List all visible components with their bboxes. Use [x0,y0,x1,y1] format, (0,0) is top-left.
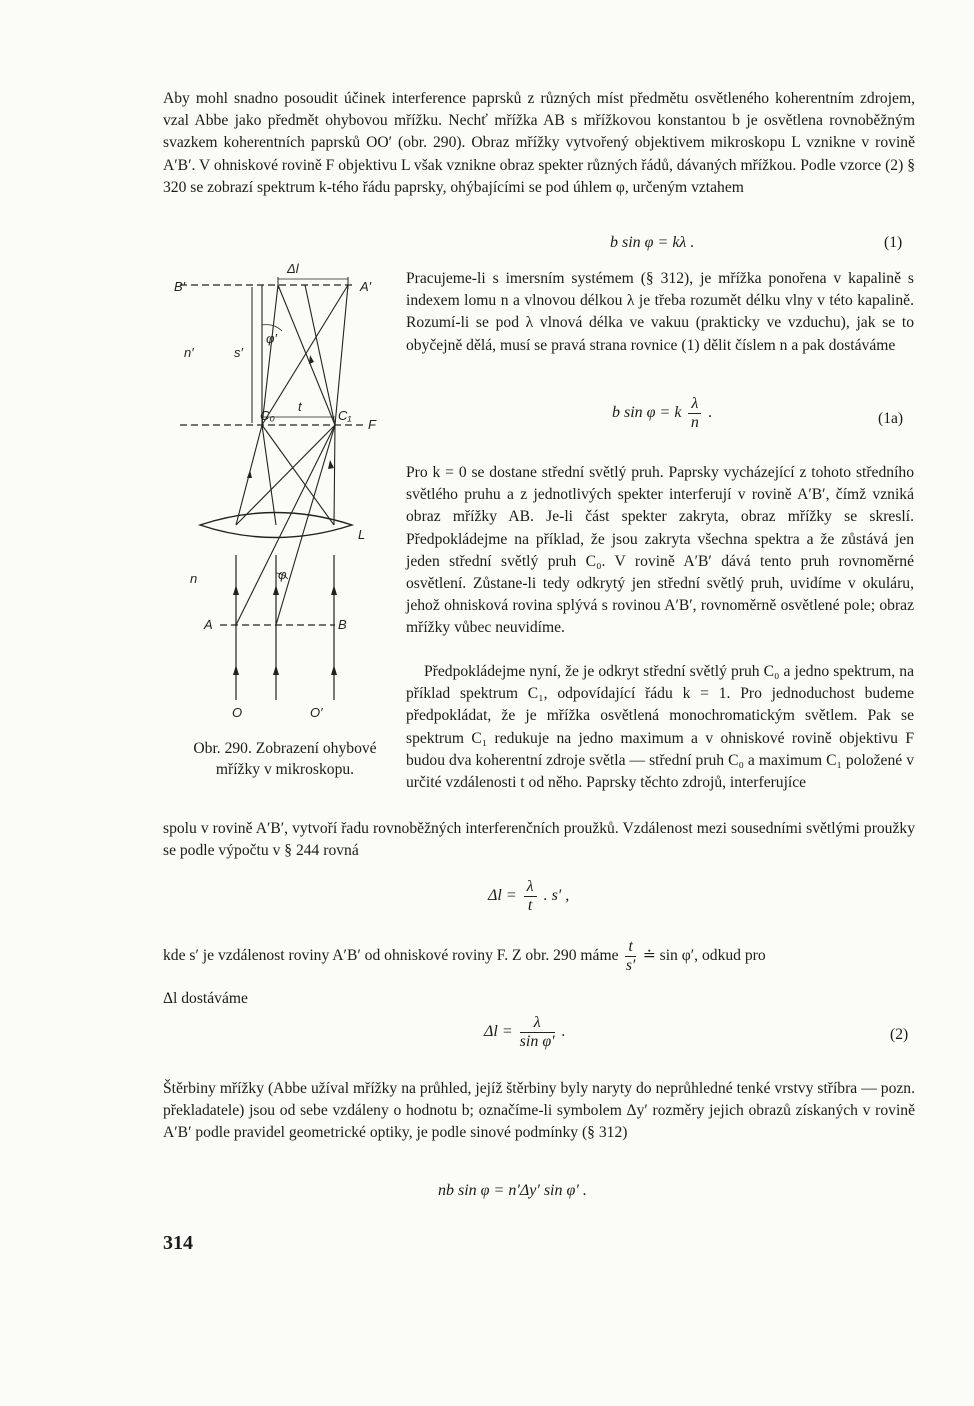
fraction-t-over-s [625,938,635,975]
equation-2-number: (2) [890,1026,909,1043]
equation-delta-l [488,878,569,915]
paragraph-intro: Aby mohl snadno posoudit účinek interference paprsků z různých míst předmětu osvětleného koherentním zdrojem, vzal Abbe jako předmět ohybovou mřížku. Nechť mřížka AB s mřížkovou konstantou b je osvětlena rovnoběžným svazkem koherentních paprsků OO′ (obr. 290). Obraz mřížky vytvořený objektivem mikroskopu L vznikne v rovině A′B′. V ohniskové rovině F objektivu L však vznikne obraz spekter různých řádů, dávaných mřížkou. Podle vzorce (2) § 320 se zobrazí spektrum k-tého řádu paprsky, ohýbajícími se pod úhlem φ, určeným vztahem [163,90,915,196]
equation-1: b sin φ = kλ . [610,234,695,251]
equation-1a: b sin φ = k $\frac{\lambda}{n}$ . [612,395,713,431]
paragraph-suppose-continued: spolu v rovině A′B′, vytvoří řadu rovnoběžných interferenčních proužků. Vzdálenost mezi sousedními světlými proužky se podle výpočtu v § 244 rovná [163,820,915,860]
numerator: λ [520,1014,555,1033]
label-n: n [190,571,198,586]
fraction-lambda-over-t [524,878,537,915]
label-a: A [204,617,213,632]
denominator: n [690,414,699,431]
denominator: t [527,897,533,914]
equation-2: Δl = $\frac{\lambda}{\text{sin φ′}}$ . [484,1014,566,1050]
label-o-prime: O′ [310,705,323,720]
paragraph-slits: Štěrbiny mřížky (Abbe užíval mřížky na průhled, jejíž štěrbiny byly naryty do neprůhledné tenké vrstvy stříbra — pozn. překladatele) jsou od sebe vzdáleny o hodnotu b; označíme-li symbolem Δy′ rozměry jejich obrazů získaných v rovině A′B′ podle pravidel geometrické optiky, je podle sinové podmínky (§ 312) [163,1080,915,1142]
fraction-lambda-over-sin [520,1014,555,1051]
equation-1-number: (1) [884,234,903,251]
label-f: F [368,417,376,432]
fraction-lambda-over-n [688,395,701,432]
label-a-prime: A′ [360,279,372,294]
delta-l-lhs: Δl = [488,887,517,905]
equation-1a-lhs: b sin φ = k [612,404,682,422]
label-delta-l: Δl [287,261,299,276]
label-n-prime: n′ [184,345,194,360]
numerator: λ [524,878,537,897]
label-b: B [338,617,347,632]
numerator: t [625,938,635,957]
label-s-prime: s′ [234,345,243,360]
line-where-s [163,938,915,975]
label-t: t [298,399,302,414]
label-l: L [358,527,366,542]
paragraph-immersion: Pracujeme-li s imersním systémem (§ 312), je mřížka ponořena v kapalině s indexem lomu n a vlnovou délkou λ je třeba rozumět délku vlny v této kapalině. Rozumí-li se pod λ vlnová délka ve vakuu (prakticky ve vzduchu), jak se to obyčejně dělá, musí se pravá strana rovnice (1) dělit číslem n a pak dostáváme [406,270,914,354]
label-o: O [232,705,243,720]
where-s-text: kde s′ je vzdálenost roviny A′B′ od ohniskové roviny F. Z obr. 290 máme [163,947,619,965]
where-s-tail: odkud pro [701,947,766,965]
paragraph-zero-order: Pro k = 0 se dostane střední světlý pruh. Paprsky vycházející z tohoto středního světlého pruhu a z jednotlivých spekter interferují v rovině A′B′, čímž vzniká obraz mřížky AB. Je-li část spekter zakryta, obraz mřížky se skreslí. Předpokládejme na příklad, že jsou zakryta všechna spektra a že zůstává jen jeden střední světlý pruh C₀. V rovině A′B′ dává tento pruh rovnoměrné osvětlení. Zůstane-li tedy odkrytý jen střední světlý pruh, uvidíme v okuláru, jehož ohnisková rovina splývá s rovinou A′B′, rovnoměrně osvětlené pole; obraz mřížky vůbec neuvidíme. [406,464,914,637]
label-c0: C₀ [260,408,275,423]
equation-1a-number: (1a) [878,410,904,427]
label-b-prime: B′ [174,279,186,294]
numerator: λ [688,395,701,414]
figure-290-diagram [170,255,400,725]
delta-l-tail: . s′ , [543,887,570,905]
paragraph-suppose: Předpokládejme nyní, že je odkryt střední světlý pruh C₀ a jedno spektrum, na příklad spektrum C₁, odpovídající řádu k = 1. Pro jednoduchost budeme předpokládat, že je mřížka osvětlená monochromatickým světlem. Pak se spektrum C₁ redukuje na jedno maximum a v ohniskové rovině objektivu F budou dva koherentní zdroje světla — střední pruh C₀ a maximum C₁ položené v určité vzdálenosti t od něho. Paprsky těchto zdrojů, interferujíce [406,663,914,792]
denominator: sin φ′ [519,1033,555,1050]
denominator: s′ [625,957,636,974]
ratio-rhs: ≐ sin φ′, [642,947,699,965]
eq2-lhs: Δl = [484,1023,513,1041]
label-phi: φ [278,567,287,582]
equation-sine-condition: nb sin φ = n′Δy′ sin φ′ . [438,1182,587,1199]
line-delta-l-obtain: Δl dostáváme [163,990,248,1007]
label-phi-prime: φ′ [266,331,277,346]
figure-caption: Obr. 290. Zobrazení ohybové mřížky v mikroskopu. [193,740,377,778]
page-number: 314 [163,1232,193,1254]
label-c1: C₁ [338,408,352,423]
